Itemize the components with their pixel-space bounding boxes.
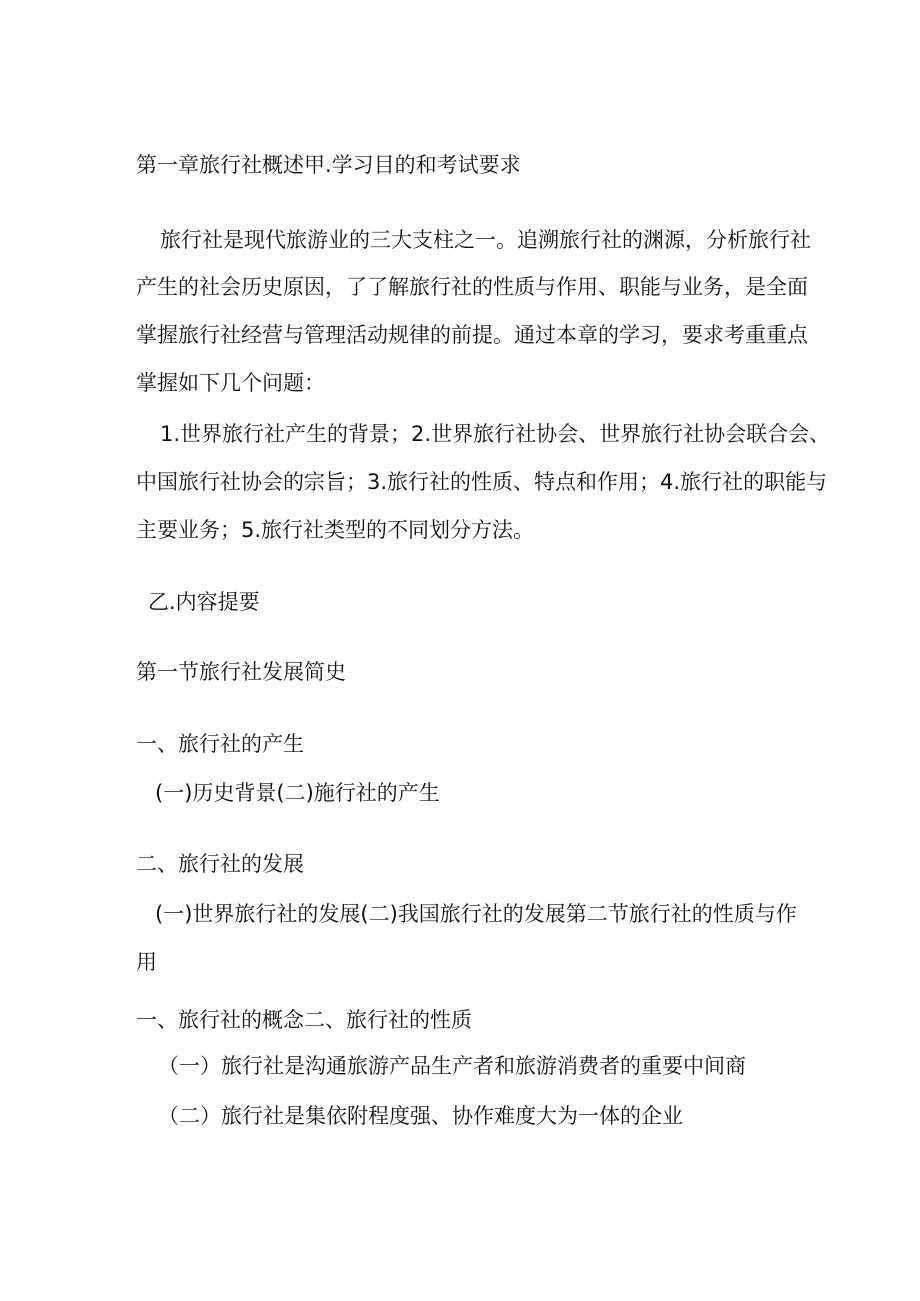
subheading-development-line-1: (一)世界旅行社的发展(二)我国旅行社的发展第二节旅行社的性质与作	[155, 902, 797, 926]
key-points-line-1: 1.世界旅行社产生的背景；2.世界旅行社协会、世界旅行社协会联合会、	[160, 422, 831, 446]
nature-item-2: （二）旅行社是集依附程度强、协作难度大为一体的企业	[158, 1104, 683, 1128]
part-b-heading: 乙.内容提要	[148, 590, 260, 614]
section-1-heading: 第一节旅行社发展简史	[136, 660, 346, 684]
heading-origin: 一、旅行社的产生	[136, 732, 304, 756]
subheading-development-line-2: 用	[136, 950, 157, 974]
subheading-origin: (一)历史背景(二)施行社的产生	[155, 781, 440, 805]
intro-line-1: 旅行社是现代旅游业的三大支柱之一。追溯旅行社的渊源，分析旅行社	[160, 228, 811, 252]
intro-line-4: 掌握如下几个问题：	[136, 371, 325, 395]
chapter-heading: 第一章旅行社概述甲.学习目的和考试要求	[136, 153, 521, 177]
heading-development: 二、旅行社的发展	[136, 852, 304, 876]
nature-item-1: （一）旅行社是沟通旅游产品生产者和旅游消费者的重要中间商	[158, 1054, 746, 1078]
key-points-line-2: 中国旅行社协会的宗旨；3.旅行社的性质、特点和作用；4.旅行社的职能与	[136, 470, 828, 494]
intro-line-3: 掌握旅行社经营与管理活动规律的前提。通过本章的学习，要求考重重点	[136, 323, 808, 347]
key-points-line-3: 主要业务；5.旅行社类型的不同划分方法。	[136, 518, 535, 542]
intro-line-2: 产生的社会历史原因，了了解旅行社的性质与作用、职能与业务，是全面	[136, 275, 808, 299]
heading-concept-nature: 一、旅行社的概念二、旅行社的性质	[136, 1008, 472, 1032]
